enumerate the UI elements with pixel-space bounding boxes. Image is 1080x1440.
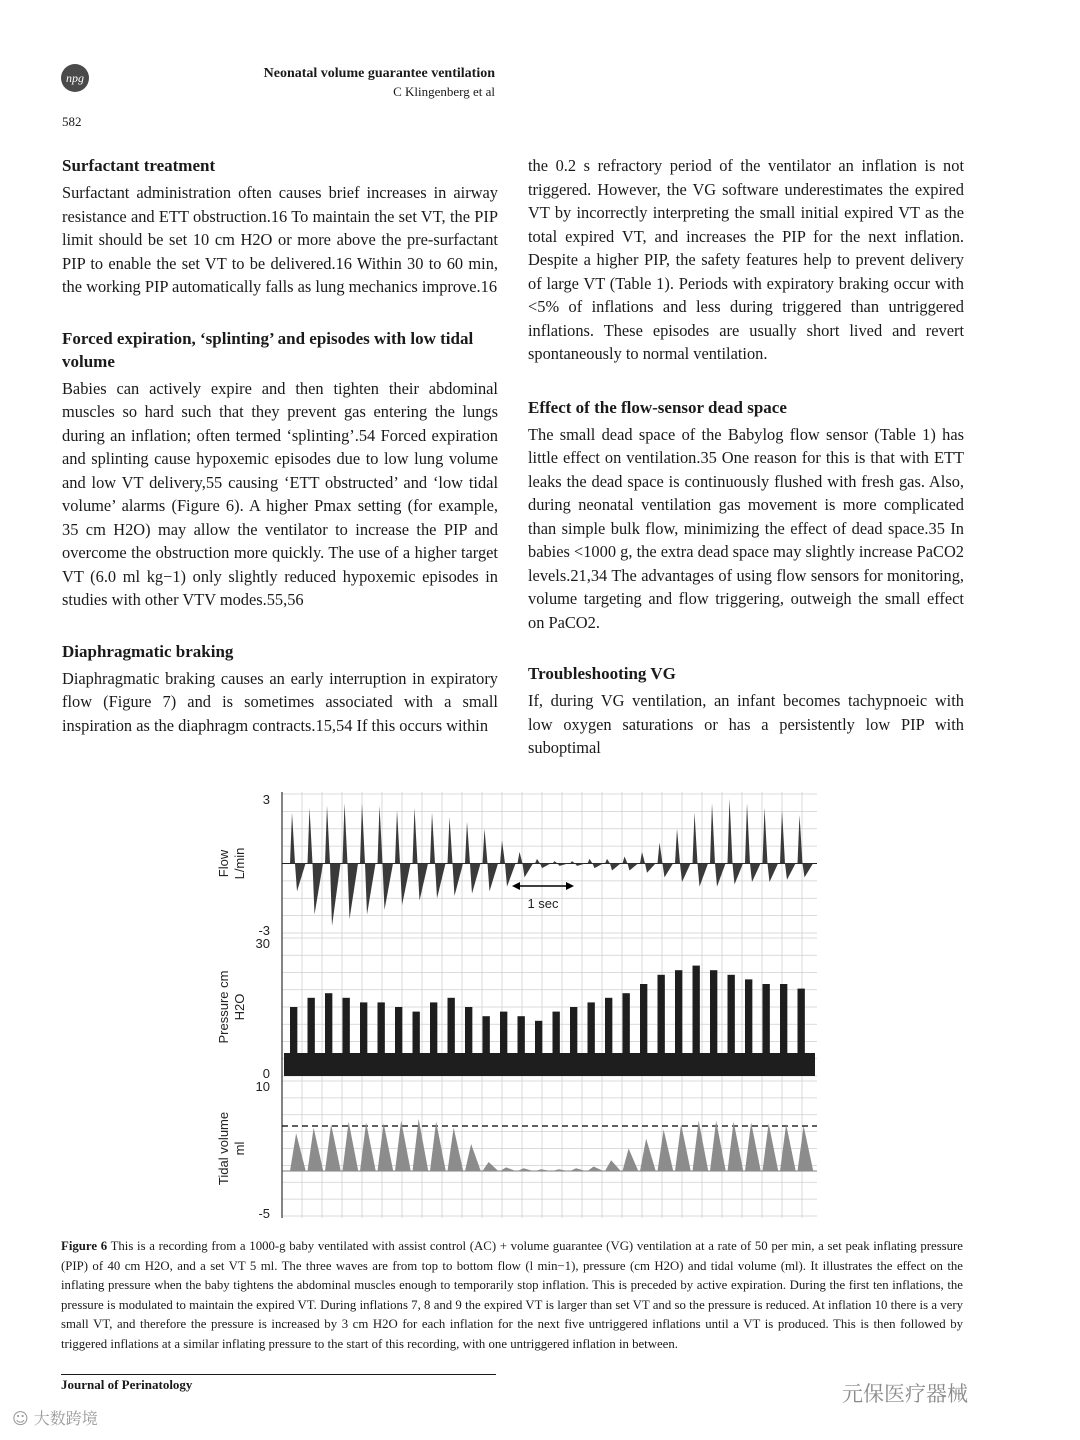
flow-inspiration-mark — [693, 813, 698, 864]
tidal-volume-mark — [430, 1122, 446, 1172]
watermark-left: ☺ 大数跨境 — [12, 1409, 98, 1428]
flow-inspiration-mark — [640, 852, 645, 864]
flow-expiration-mark — [348, 864, 359, 920]
figure-6-chart — [200, 786, 830, 1226]
flow-inspiration-mark — [710, 803, 715, 863]
section-dead-space — [528, 396, 964, 635]
flow-expiration-mark — [680, 864, 691, 883]
flow-inspiration-mark — [535, 859, 540, 864]
tidal-volume-mark — [763, 1123, 779, 1171]
tidal-volume-mark — [535, 1169, 551, 1171]
tidal-volume-mark — [745, 1122, 761, 1171]
pressure-inflation-mark — [325, 993, 332, 1053]
continued-paragraph: the 0.2 s refractory period of the ventilator an inflation is not triggered. However, the VG software underestimates the expired VT by incorrectly interpreting the small initial expired VT as the total expired VT, and increases the PIP for the next inflation. Despite a higher PIP, the safety features help to prevent delivery of large VT (Table 1). Periods with expiratory braking occur with <5% of inflations and less during triggered than untriggered inflations. These episodes are usually short lived and revert spontaneously to normal ventilation. — [528, 156, 964, 363]
axis-label: L/min — [232, 847, 247, 880]
axis-label: Pressure cm — [216, 970, 231, 1044]
tick-label: 30 — [255, 936, 270, 951]
pressure-inflation-mark — [745, 979, 752, 1053]
axis-label: Tidal volume — [216, 1111, 231, 1186]
flow-inspiration-mark — [448, 817, 453, 863]
section-body: If, during VG ventilation, an infant becomes tachypnoeic with low oxygen saturations or has a persistently low PIP with suboptimal — [528, 691, 964, 757]
pressure-inflation-mark — [693, 966, 700, 1053]
tidal-volume-mark — [448, 1128, 464, 1171]
section-heading: Diaphragmatic braking — [62, 641, 234, 661]
pressure-inflation-mark — [378, 1002, 385, 1053]
flow-expiration-mark — [523, 864, 534, 878]
tidal-volume-mark — [518, 1168, 534, 1171]
tidal-volume-mark — [308, 1128, 324, 1171]
tidal-volume-mark — [553, 1169, 569, 1171]
flow-inspiration-mark — [343, 803, 348, 863]
tidal-volume-mark — [413, 1119, 429, 1171]
pressure-inflation-mark — [640, 984, 647, 1053]
tick-label: 3 — [262, 792, 270, 807]
tidal-volume-mark — [343, 1122, 359, 1172]
axis-label: ml — [232, 1141, 247, 1156]
flow-expiration-mark — [330, 864, 341, 927]
pressure-inflation-mark — [588, 1002, 595, 1053]
flow-inspiration-mark — [780, 810, 785, 863]
flow-expiration-mark — [470, 864, 481, 894]
flow-expiration-mark — [628, 864, 639, 871]
tidal-volume-mark — [675, 1124, 691, 1171]
pressure-inflation-mark — [780, 984, 787, 1053]
flow-inspiration-mark — [623, 857, 628, 864]
pressure-inflation-mark — [518, 1016, 525, 1053]
running-title: Neonatal volume guarantee ventilation — [263, 66, 495, 81]
right-column — [528, 154, 964, 788]
pressure-inflation-mark — [395, 1007, 402, 1053]
flow-expiration-mark — [698, 864, 709, 887]
page-number: 582 — [62, 114, 82, 129]
pressure-inflation-mark — [430, 1002, 437, 1053]
tidal-volume-mark — [710, 1121, 726, 1171]
pressure-inflation-mark — [798, 989, 805, 1053]
flow-inspiration-mark — [605, 859, 610, 864]
flow-expiration-mark — [383, 864, 394, 910]
flow-inspiration-mark — [588, 859, 593, 864]
pressure-inflation-mark — [360, 1002, 367, 1053]
pressure-inflation-mark — [413, 1012, 420, 1053]
pressure-inflation-mark — [483, 1016, 490, 1053]
pressure-inflation-mark — [710, 970, 717, 1053]
waveform-chart — [200, 786, 830, 1226]
flow-expiration-mark — [715, 864, 726, 887]
flow-inspiration-mark — [413, 808, 418, 864]
time-scale-label: 1 sec — [527, 896, 559, 911]
tidal-volume-mark — [728, 1122, 744, 1172]
flow-expiration-mark — [400, 864, 411, 906]
flow-inspiration-mark — [728, 799, 733, 864]
section-body: Diaphragmatic braking causes an early interruption in expiratory flow (Figure 7) and is sometimes associated with a small inspiration as the diaphragm contracts.15,54 If this occurs within — [62, 668, 498, 735]
left-column — [62, 154, 498, 765]
tidal-volume-mark — [693, 1121, 709, 1171]
tidal-volume-mark — [378, 1123, 394, 1171]
pressure-inflation-mark — [500, 1012, 507, 1053]
flow-expiration-mark — [645, 864, 656, 873]
footer-journal: Journal of Perinatology — [61, 1377, 193, 1392]
tidal-volume-mark — [290, 1133, 306, 1171]
tidal-volume-mark — [658, 1130, 674, 1171]
pressure-peep-band — [284, 1053, 815, 1076]
flow-expiration-mark — [558, 864, 569, 866]
flow-expiration-mark — [610, 864, 621, 871]
npg-logo: npg — [61, 64, 89, 92]
pressure-inflation-mark — [308, 998, 315, 1053]
figure-caption — [61, 1237, 963, 1354]
flow-expiration-mark — [803, 864, 814, 878]
flow-inspiration-mark — [763, 808, 768, 864]
flow-inspiration-mark — [465, 822, 470, 864]
flow-inspiration-mark — [553, 861, 558, 863]
flow-expiration-mark — [540, 864, 551, 869]
flow-expiration-mark — [365, 864, 376, 915]
flow-expiration-mark — [295, 864, 306, 892]
tidal-volume-mark — [465, 1144, 481, 1171]
flow-expiration-mark — [453, 864, 464, 896]
section-body: Surfactant administration often causes brief increases in airway resistance and ETT obstruction.16 To maintain the set VT, the PIP limit should be set 10 cm H2O or more above the pre-surfactant PIP to enable the set VT to be delivered.16 Within 30 to 60 min, the working PIP automatically falls as lung mechanics improve.16 — [62, 183, 498, 296]
tidal-volume-mark — [395, 1121, 411, 1171]
pressure-inflation-mark — [658, 975, 665, 1053]
flow-expiration-mark — [488, 864, 499, 892]
flow-expiration-mark — [418, 864, 429, 901]
flow-expiration-mark — [768, 864, 779, 883]
pressure-inflation-mark — [675, 970, 682, 1053]
pressure-inflation-mark — [465, 1007, 472, 1053]
pressure-inflation-mark — [728, 975, 735, 1053]
tidal-volume-mark — [570, 1168, 586, 1171]
tidal-volume-mark — [623, 1149, 639, 1172]
tick-label: 0 — [262, 1066, 270, 1081]
flow-inspiration-mark — [570, 861, 575, 863]
section-diaphragmatic-braking — [62, 640, 498, 738]
flow-inspiration-mark — [430, 813, 435, 864]
pressure-inflation-mark — [553, 1012, 560, 1053]
flow-expiration-mark — [593, 864, 604, 869]
pressure-inflation-mark — [763, 984, 770, 1053]
section-surfactant — [62, 154, 498, 299]
section-body: Babies can actively expire and then tighten their abdominal muscles so hard such that they prevent gas entering the lungs during an inflation; often termed ‘splinting’.54 Forced expiration and splinting cause hypoxemic episodes due to low lung volume and low VT delivery,55 causing ‘ETT obstructed’ and ‘low tidal volume’ alarms (Figure 6). A higher Pmax setting (for example, 35 cm H2O) may allow the ventilator to increase the PIP and overcome the obstruction more quickly. The use of a higher target VT (6.0 ml kg−1) only slightly reduced hypoxemic episodes in studies with other VTV modes.55,56 — [62, 378, 498, 609]
tidal-volume-mark — [483, 1162, 499, 1171]
flow-inspiration-mark — [290, 813, 295, 864]
flow-expiration-mark — [663, 864, 674, 878]
tick-label: -3 — [258, 923, 270, 938]
axis-label: Flow — [216, 849, 231, 878]
section-body: The small dead space of the Babylog flow sensor (Table 1) has little effect on ventilation.35 One reason for this is that with ETT leaks the dead space is continuously flushed with fresh gas. Also, during neonatal ventilation gas movement is more complicated than simple bulk flow, minimizing the effect of dead space.35 In babies <1000 g, the extra dead space may slightly increase PaCO2 levels.21,34 The advantages of using flow sensors for monitoring, volume targeting and flow triggering, outweigh the small effect on PaCO2. — [528, 424, 964, 632]
flow-inspiration-mark — [325, 806, 330, 864]
flow-inspiration-mark — [360, 803, 365, 863]
flow-inspiration-mark — [500, 840, 505, 863]
section-heading: Forced expiration, ‘splinting’ and episodes with low tidal volume — [62, 328, 474, 371]
flow-expiration-mark — [505, 864, 516, 887]
section-heading: Effect of the flow-sensor dead space — [528, 397, 787, 417]
pressure-inflation-mark — [535, 1021, 542, 1053]
arrow-head-right — [566, 882, 574, 890]
section-heading: Surfactant treatment — [62, 156, 216, 175]
flow-inspiration-mark — [308, 808, 313, 864]
pressure-inflation-mark — [290, 1007, 297, 1053]
caption-text: This is a recording from a 1000-g baby ventilated with assist control (AC) + volume guarantee (VG) ventilation at a rate of 50 per min, a set peak inflating pressure (PIP) of 40 cm H2O, and a set VT 5 ml. The three waves are from top to bottom flow (l min−1), pressure (cm H2O) and tidal volume (ml). It illustrates the effect on the inflating pressure when the baby tightens the abdominal muscles enough to temporarily stop inflation. This is preceded by active expiration. During the first ten inflations, the pressure is modulated to maintain the expired VT. During inflations 7, 8 and 9 the expired VT is larger than set VT and so the pressure is reduced. At inflation 10 there is a very small VT, and therefore the pressure is increased by 3 cm H2O for each inflation for the next five untriggered inflations until a VT is produced. This is then followed by triggered inflations at a similar inflating pressure to the start of this recording, with one untriggered inflation in between. — [61, 1239, 963, 1351]
pressure-inflation-mark — [605, 998, 612, 1053]
axis-label: H2O — [232, 993, 247, 1021]
arrow-head-left — [512, 882, 520, 890]
pressure-inflation-mark — [570, 1007, 577, 1053]
tidal-volume-mark — [588, 1167, 604, 1172]
watermark-right: 元保医疗器械 — [842, 1382, 968, 1406]
flow-expiration-mark — [750, 864, 761, 883]
footer-rule — [61, 1374, 496, 1375]
flow-inspiration-mark — [745, 803, 750, 863]
figure-label: Figure 6 — [61, 1239, 108, 1253]
section-heading: Troubleshooting VG — [528, 664, 676, 683]
pressure-inflation-mark — [343, 998, 350, 1053]
flow-expiration-mark — [313, 864, 324, 915]
flow-inspiration-mark — [395, 810, 400, 863]
running-authors: C Klingenberg et al — [393, 84, 495, 99]
section-troubleshooting — [528, 662, 964, 760]
flow-expiration-mark — [575, 864, 586, 866]
tick-label: 10 — [255, 1079, 270, 1094]
pressure-inflation-mark — [623, 993, 630, 1053]
tidal-volume-mark — [325, 1124, 341, 1171]
section-forced-expiration — [62, 327, 498, 612]
tick-label: -5 — [258, 1206, 270, 1221]
pressure-inflation-mark — [448, 998, 455, 1053]
flow-expiration-mark — [785, 864, 796, 880]
